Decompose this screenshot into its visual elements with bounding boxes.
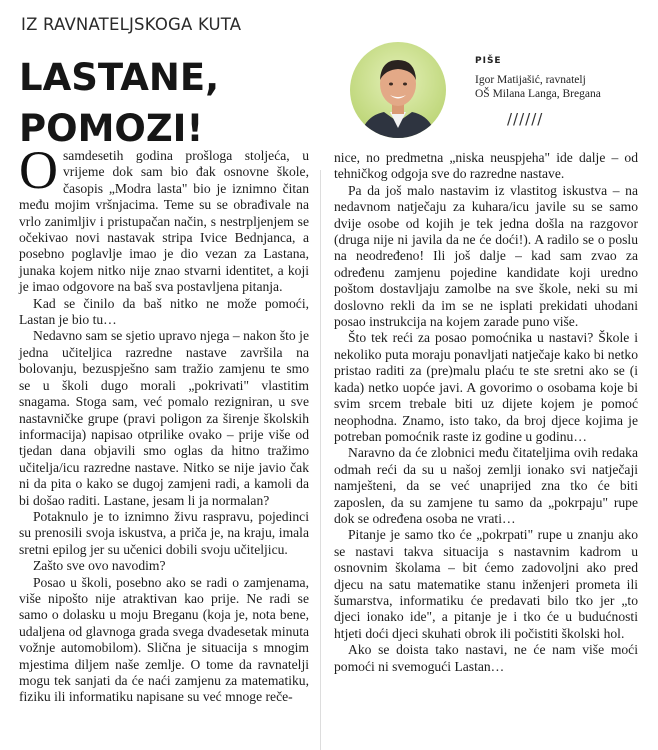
paragraph-text: samdesetih godina prošloga stoljeća, u vrijeme dok sam bio đak osnovne škole, časopis „Modra lasta" bio je iznimno čitan među mojim vršnjacima. Teme su se obrađivale na vrlo zanimljiv i pristupačan način, s nestrpljenjem se očekivao novi nastavak stripa Ivice Bednjanca, a posebno poglavlje imao je dio vezan za Lastana, junaka kojem nitko nije znao stvarni identitet, a koji je imao odgovore na baš sva postavljena pitanja.: [19, 148, 309, 295]
author-school: OŠ Milana Langa, Bregana: [475, 88, 601, 100]
headline: [19, 52, 219, 154]
column-divider: [320, 170, 321, 750]
article-paragraph: [19, 140, 309, 296]
section-kicker: IZ RAVNATELJSKOGA KUTA: [21, 15, 242, 34]
article-paragraph: Ako se doista tako nastavi, ne će nam više moći pomoći ni svemogući Lastan…: [334, 642, 638, 674]
article-paragraph: Pitanje je samo tko će „pokrpati" rupe u znanju ako se nastavi takva situacija s nastavnim kadrom u osnovnim školama – bit ćemo zadovoljni ako pred djecu na satu matematike stanu inženjeri prometa ili šumarstva, informatiku će predavati bilo tko jer „to djeci ionako ide", a pitanje je i tko će u budućnosti htjeti doći djeci skuhati obrok ili počistiti školski hol.: [334, 527, 638, 641]
article-paragraph: nice, no predmetna „niska neuspjeha" ide dalje – od tehničkog odgoja sve do razredne nastave.: [334, 150, 638, 182]
byline-role: PIŠE: [475, 56, 502, 66]
decorative-slashes: //////: [507, 110, 544, 128]
author-name: Igor Matijašić, ravnatelj: [475, 73, 586, 86]
article-paragraph: Naravno da će zlobnici među čitateljima ovih redaka odmah reći da su u našoj zemlji ionako svi natječaji namješteni, da se već unaprijed zna tko će biti zaposlen, da su zamjene tu samo da „pokrpaju" rupe dok se određena osoba ne vrati…: [334, 445, 638, 526]
article-column-2: [334, 150, 638, 675]
article-paragraph: Pa da još malo nastavim iz vlastitog iskustva – na nedavnom natječaju za kuhara/icu javile su se samo dvije osobe od kojih je tek jedna došla na razgovor (druga nije ni javila da ne će doći!). A radilo se o poslu na neodređeno! Ili još dalje – kad sam zvao za određenu zamjenu pojedine kandidate koji uredno poštom dostavljaju zamolbe na sve škole, neki su mi doslovno rekli da im se ne isplati prekidati uhodani posao instrukcija na kojem zarade puno više.: [334, 182, 638, 330]
article-paragraph: Posao u školi, posebno ako se radi o zamjenama, više nipošto nije atraktivan kao prije. Ne radi se samo o dolasku u moju Breganu (koja je, nota bene, udaljena od glavnoga grada svega dvadesetak minuta vožnje automobilom). Slična je situacija s mnogim mjestima diljem naše zemlje. O tome da ravnatelji mogu tek sanjati da će naći zamjenu za matematiku, fiziku ili informatiku napisane su već mnoge reče-: [19, 574, 309, 705]
article-paragraph: Nedavno sam se sjetio upravo njega – nakon što je jedna učiteljica razredne nastave završila na bolovanju, bezuspješno sam tražio zamjenu te smo se u školi dugo morali „pokrivati" vlastitim snagama. Stoga sam, već pomalo rezigniran, u sve nastavničke grupe (pravi poligon za širenje školskih informacija) napisao otprilike ovako – prije više od tjedan dana objavili smo oglas da hitno tražimo učitelja/icu razredne nastave. Nitko se nije javio čak ni da pita o kako se dugoj zamjeni radi, a kamoli da bi došao raditi. Lastane, jesam li ja normalan?: [19, 328, 309, 508]
byline: [475, 54, 601, 102]
headline-line-1: LASTANE,: [19, 56, 220, 99]
article-paragraph: Zašto sve ovo navodim?: [33, 558, 166, 574]
article-paragraph: Što tek reći za posao pomoćnika u nastavi? Škole i nekoliko puta moraju ponavljati natječaje kako bi netko pristao raditi za (pre)malu plaću te ste sretni ako se (i kada) netko uopće javi. A govorimo o osobama koje bi svim srcem trebale biti uz dijete kojem je pomoć neophodna. Znamo, isto tako, da broj djece kojima je potreban pomoćnik raste iz godine u godinu…: [334, 330, 638, 444]
headline-line-2: POMOZI!: [19, 107, 204, 150]
author-photo: [350, 42, 446, 138]
article-column-1: [19, 140, 309, 706]
article-paragraph: Kad se činilo da baš nitko ne može pomoći, Lastan je bio tu…: [19, 295, 309, 328]
article-paragraph: Potaknulo je to iznimno živu raspravu, pojedinci su prenosili svoja iskustva, a priča je, na kraju, imala sretni epilog jer su učenici dobili svoju učiteljicu.: [19, 508, 309, 557]
drop-cap: O: [19, 140, 58, 200]
